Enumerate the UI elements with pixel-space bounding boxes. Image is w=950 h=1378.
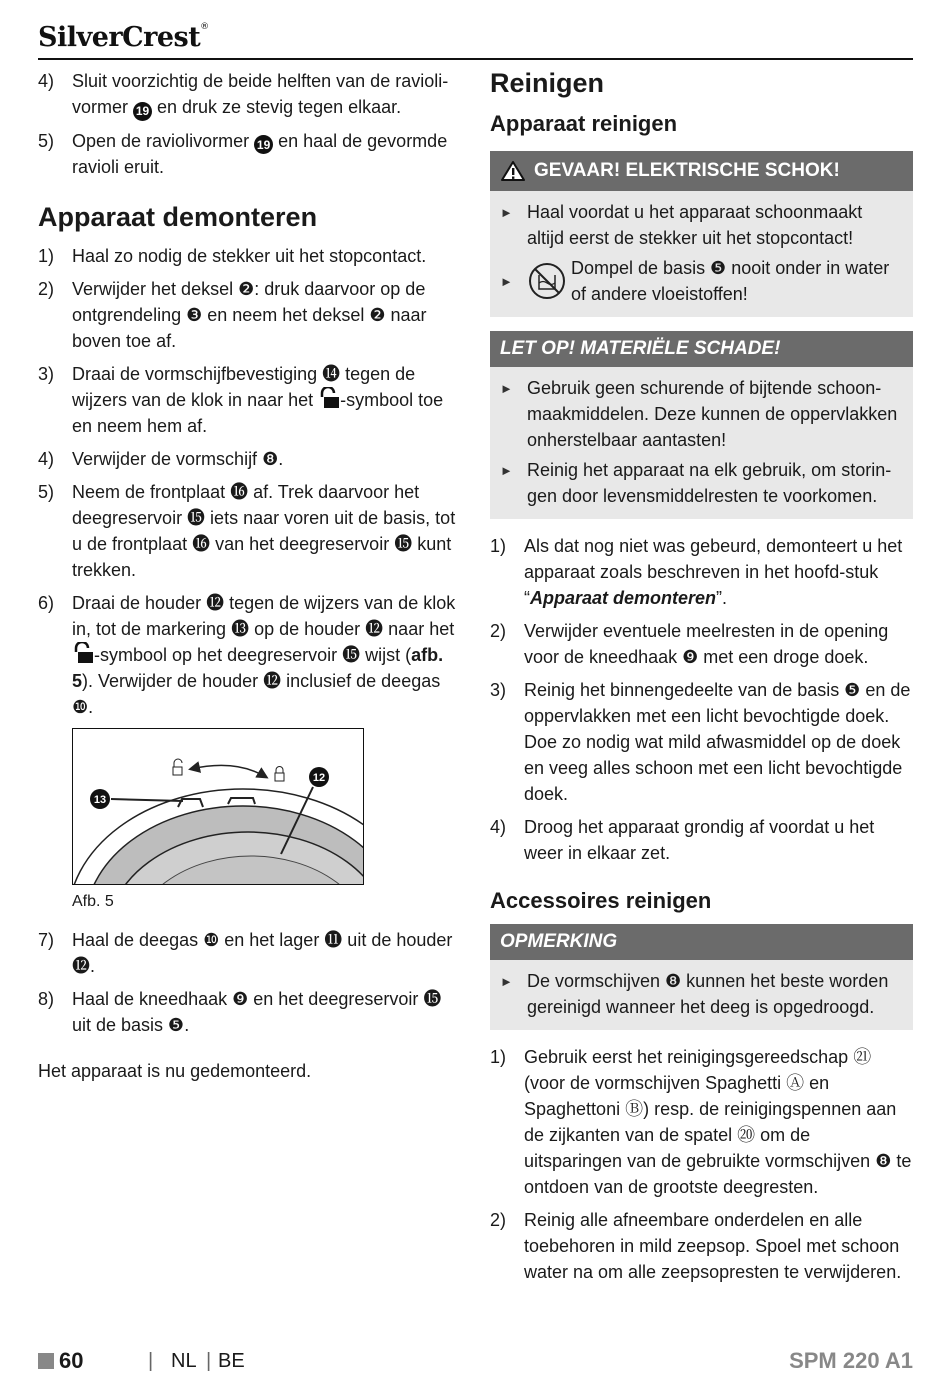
- caution-box: [490, 331, 913, 519]
- subsection-heading: Apparaat reinigen: [490, 111, 678, 136]
- note-box: [490, 924, 913, 1030]
- bullet-item: ► Haal voordat u het apparaat schoonmaakt altijd eerst de stekker uit het stopcontact!: [500, 202, 863, 248]
- list-item: 7) Haal de deegas ❿ en het lager ⓫ uit de houder ⓬.: [38, 930, 453, 976]
- danger-box: [490, 151, 913, 317]
- no-immersion-icon: [527, 261, 567, 301]
- closing-text: Het apparaat is nu gedemonteerd.: [38, 1061, 312, 1081]
- callout-number: 19: [254, 135, 273, 154]
- figure-label: 13: [93, 794, 107, 806]
- note-title: OPMERKING: [490, 924, 913, 960]
- section-heading: Reinigen: [490, 68, 605, 98]
- bullet-item: ► De vormschijven ❽ kunnen het beste worden gereinigd wanneer het deeg is opgedroogd.: [500, 971, 889, 1017]
- bullet-item: ► Dompel de basis ❺ nooit onder in water of andere vloeistoffen!: [500, 258, 890, 304]
- list-item: 4) Droog het apparaat grondig af voordat u het weer in elkaar zet.: [490, 817, 875, 863]
- page-footer: 60 | NL | BE SPM 220 A1: [38, 1348, 913, 1378]
- header-rule: [38, 58, 913, 60]
- subsection-heading: Accessoires reinigen: [490, 888, 712, 913]
- list-item: 1) Gebruik eerst het reinigingsgereedschap ㉑ (voor de vormschijven Spaghetti Ⓐ en Spaghettoni Ⓑ) resp. de reinigingspennen aan de zijkanten van de spatel ⑳ om de uitsparingen van de gebruikte vormschijven ❽ te ontdoen van de grootste deegresten.: [490, 1047, 912, 1197]
- danger-title: GEVAAR! ELEKTRISCHE SCHOK!: [534, 160, 840, 181]
- warning-icon: [500, 160, 526, 182]
- unlock-icon: [318, 387, 340, 409]
- model-number: SPM 220 A1: [789, 1348, 913, 1373]
- section-heading: Apparaat demonteren: [38, 202, 318, 232]
- unlock-icon: [72, 642, 94, 664]
- page-number: 60: [59, 1348, 84, 1373]
- caution-title: LET OP! MATERIËLE SCHADE!: [490, 331, 913, 367]
- list-item: 8) Haal de kneedhaak ❾ en het deegreservoir ⓯ uit de basis ❺.: [38, 989, 442, 1035]
- list-item: 5) Neem de frontplaat ⓰ af. Trek daarvoor het deegreservoir ⓯ iets naar voren uit de basis, tot u de frontplaat ⓰ van het deegreservoir ⓯ kunt trekken.: [38, 482, 456, 580]
- figure-label: 12: [312, 772, 326, 784]
- list-item: 1) Als dat nog niet was gebeurd, demonteert u het apparaat zoals beschreven in het hoofd-stuk “Apparaat demonteren”.: [490, 536, 903, 608]
- list-item: 2) Reinig alle afneembare onderdelen en alle toebehoren in mild zeepsop. Spoel met schoon water na om alle zeepsopresten te verwijderen.: [490, 1210, 902, 1282]
- list-item: 3) Reinig het binnengedeelte van de basis ❺ en de oppervlakken met een licht bevochtigde doek. Doe zo nodig wat mild afwasmiddel op de doek en veeg alles schoon met een licht bevochtigde doek.: [490, 680, 911, 804]
- page-marker: [38, 1353, 54, 1369]
- figure-caption: Afb. 5: [72, 893, 114, 910]
- figure-5-illustration: [72, 728, 364, 885]
- list-item: 1) Haal zo nodig de stekker uit het stopcontact.: [38, 246, 427, 266]
- list-item: 2) Verwijder het deksel ❷: druk daarvoor op de ontgrendeling ❸ en neem het deksel ❷ naar boven toe af.: [38, 279, 427, 351]
- list-item: 6) Draai de houder ⓬ tegen de wijzers van de klok in, tot de markering ⓭ op de houder ⓬ naar het -symbool op het deegreservoir ⓯ wijst (afb. 5). Verwijder de houder ⓬ inclusief de deegas ❿.: [38, 593, 456, 717]
- callout-number: 19: [133, 102, 152, 121]
- right-column: [490, 68, 913, 1292]
- list-item: 4) Sluit voorzichtig de beide helften van de ravioli-vormer 19 en druk ze stevig tegen elkaar.: [38, 68, 458, 121]
- language-code: BE: [218, 1350, 245, 1372]
- left-column: [38, 68, 458, 1084]
- bullet-item: ► Reinig het apparaat na elk gebruik, om storin-gen door levensmiddelresten te voorkomen.: [500, 460, 892, 506]
- language-code: NL: [171, 1350, 197, 1372]
- list-item: 4) Verwijder de vormschijf ❽.: [38, 449, 284, 469]
- brand-logo: SilverCrest®: [38, 22, 209, 53]
- list-item: 3) Draai de vormschijfbevestiging ⓮ tegen de wijzers van de klok in naar het -symbool toe en neem hem af.: [38, 364, 444, 436]
- list-item: 5) Open de raviolivormer 19 en haal de gevormde ravioli eruit.: [38, 130, 448, 177]
- bullet-item: ► Gebruik geen schurende of bijtende schoon-maakmiddelen. Deze kunnen de oppervlakken onherstelbaar aantasten!: [500, 378, 898, 450]
- list-item: 2) Verwijder eventuele meelresten in de opening voor de kneedhaak ❾ met een droge doek.: [490, 621, 889, 667]
